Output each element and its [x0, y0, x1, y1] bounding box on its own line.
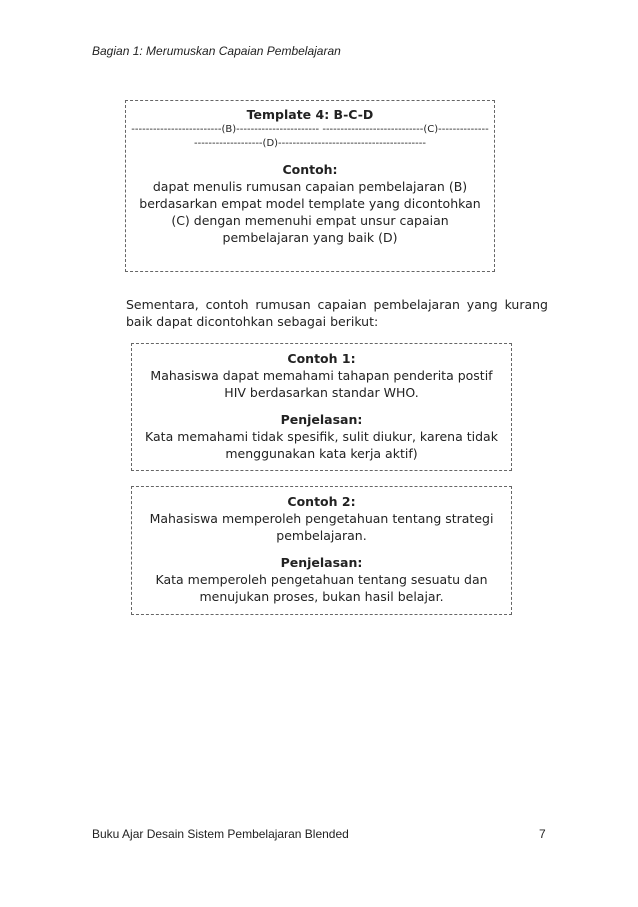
- example-2-line: pembelajaran.: [276, 528, 367, 543]
- template-example-line: (C) dengan memenuhi empat unsur capaian: [171, 213, 449, 228]
- template-example-line: pembelajaran yang baik (D): [222, 230, 398, 245]
- footer-book-title: Buku Ajar Desain Sistem Pembelajaran Blended: [92, 827, 349, 841]
- example-2-box: [131, 486, 512, 615]
- example-2-explanation-line: Kata memperoleh pengetahuan tentang sesuatu dan: [155, 572, 488, 587]
- template-title: Template 4: B-C-D: [246, 107, 374, 122]
- template-example-line: berdasarkan empat model template yang dicontohkan: [139, 196, 481, 211]
- example-2-explanation-label: Penjelasan:: [280, 555, 363, 570]
- example-1-box: [131, 343, 512, 471]
- page-number: 7: [539, 827, 546, 841]
- example-2-explanation-line: menujukan proses, bukan hasil belajar.: [199, 589, 444, 604]
- example-1-explanation-line: Kata memahami tidak spesifik, sulit diukur, karena tidak: [145, 429, 498, 444]
- template-box: [125, 100, 495, 272]
- page-header: Bagian 1: Merumuskan Capaian Pembelajaran: [92, 44, 341, 58]
- example-1-line: HIV berdasarkan standar WHO.: [224, 385, 419, 400]
- body-paragraph: Sementara, contoh rumusan capaian pembelajaran yang kurang baik dapat dicontohkan sebagai berikut:: [126, 297, 548, 329]
- contoh-label: Contoh:: [282, 162, 338, 177]
- example-1-explanation-line: menggunakan kata kerja aktif): [225, 446, 418, 461]
- example-2-title: Contoh 2:: [287, 494, 356, 509]
- template-line-d: -------------------(D)-----------------------------------------: [193, 138, 426, 149]
- example-1-line: Mahasiswa dapat memahami tahapan penderita postif: [150, 368, 493, 383]
- example-1-explanation-label: Penjelasan:: [280, 412, 363, 427]
- template-example-line: dapat menulis rumusan capaian pembelajaran (B): [152, 179, 468, 194]
- example-1-title: Contoh 1:: [287, 351, 356, 366]
- template-line-bc: -------------------------(B)----------------------- ----------------------------(C)--------------: [131, 124, 489, 135]
- example-2-line: Mahasiswa memperoleh pengetahuan tentang strategi: [149, 511, 494, 526]
